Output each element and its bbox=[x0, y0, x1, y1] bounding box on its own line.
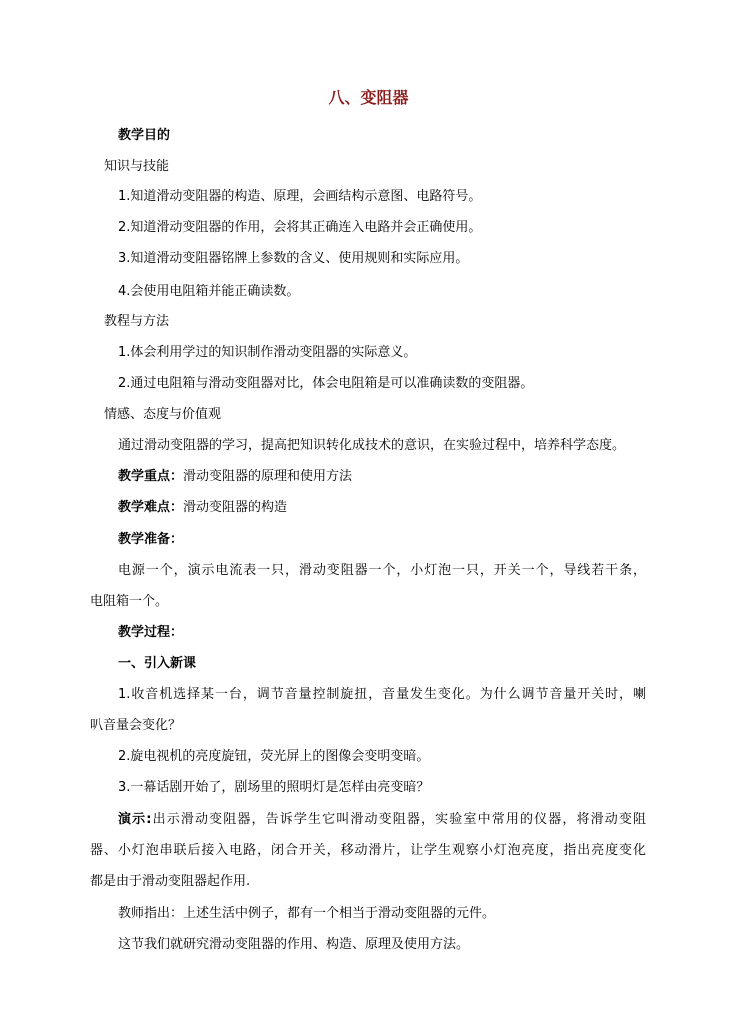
preparation-heading: 教学准备： bbox=[118, 532, 184, 547]
intro-item-3: 3.一幕话剧开始了，剧场里的照明灯是怎样由亮变暗？ bbox=[118, 780, 430, 795]
key-point-text: 滑动变阻器的原理和使用方法 bbox=[183, 469, 353, 484]
preparation-line-1: 电源一个，演示电流表一只，滑动变阻器一个，小灯泡一只，开关一个，导线若干条， bbox=[118, 563, 646, 578]
emotion-text: 通过滑动变阻器的学习，提高把知识转化成技术的意识，在实验过程中，培养科学态度。 bbox=[118, 438, 626, 453]
intro-item-1-line-2: 叭音量会变化？ bbox=[90, 718, 182, 733]
knowledge-item-4: 4.会使用电阻箱并能正确读数。 bbox=[118, 284, 300, 299]
objectives-heading: 教学目的 bbox=[118, 128, 171, 143]
intro-item-2: 2.旋电视机的亮度旋钮，荧光屏上的图像会变明变暗。 bbox=[118, 749, 430, 764]
knowledge-heading: 知识与技能 bbox=[104, 159, 170, 174]
preparation-line-2: 电阻箱一个。 bbox=[90, 594, 169, 609]
key-point-label: 教学重点： bbox=[118, 469, 184, 484]
difficulty-label: 教学难点： bbox=[118, 500, 184, 515]
process-item-2: 2.通过电阻箱与滑动变阻器对比，体会电阻箱是可以准确读数的变阻器。 bbox=[118, 376, 534, 391]
knowledge-item-1: 1.知道滑动变阻器的构造、原理，会画结构示意图、电路符号。 bbox=[118, 189, 482, 204]
procedure-heading: 教学过程： bbox=[118, 625, 184, 640]
demo-label: 演示: bbox=[118, 812, 152, 827]
key-point bbox=[118, 468, 352, 486]
demo-line-1-text: 出示滑动变阻器，告诉学生它叫滑动变阻器，实验室中常用的仪器，将滑动变阻 bbox=[151, 812, 646, 827]
demo-line-2: 器、小灯泡串联后接入电路，闭合开关，移动滑片，让学生观察小灯泡亮度，指出亮度变化 bbox=[90, 843, 646, 858]
process-heading: 教程与方法 bbox=[104, 314, 170, 329]
closing-text: 这节我们就研究滑动变阻器的作用、构造、原理及使用方法。 bbox=[118, 937, 470, 952]
emotion-heading: 情感、态度与价值观 bbox=[104, 407, 222, 422]
demo-line-1 bbox=[118, 811, 646, 829]
demo-line-3: 都是由于滑动变阻器起作用. bbox=[90, 874, 251, 889]
difficulty-text: 滑动变阻器的构造 bbox=[183, 500, 288, 515]
knowledge-item-2: 2.知道滑动变阻器的作用，会将其正确连入电路并会正确使用。 bbox=[118, 220, 482, 235]
page-title: 八、变阻器 bbox=[328, 88, 409, 107]
process-item-1: 1.体会利用学过的知识制作滑动变阻器的实际意义。 bbox=[118, 345, 417, 360]
difficulty bbox=[118, 499, 287, 517]
knowledge-item-3: 3.知道滑动变阻器铭牌上参数的含义、使用规则和实际应用。 bbox=[118, 251, 469, 266]
section-heading-intro: 一、引入新课 bbox=[118, 656, 197, 671]
intro-item-1-line-1: 1.收音机选择某一台，调节音量控制旋扭，音量发生变化。为什么调节音量开关时，喇 bbox=[118, 687, 646, 702]
teacher-note: 教师指出：上述生活中例子，都有一个相当于滑动变阻器的元件。 bbox=[118, 906, 496, 921]
